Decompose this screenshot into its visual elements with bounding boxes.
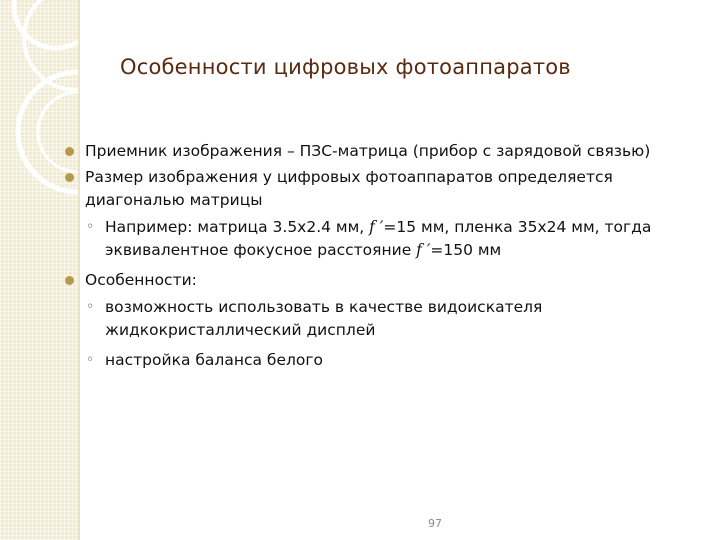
bullet-text: Особенности: [85,271,197,289]
bullet-text: Размер изображения у цифровых фотоаппаратов определяется диагональю матрицы [85,168,613,209]
example-text-2: =15 мм, пленка 35x24 мм, тогда эквивалентное фокусное расстояние [105,218,652,259]
feature-text: возможность использовать в качестве видоискателя жидкокристаллический дисплей [105,298,543,339]
page-number: 97 [428,517,442,530]
bullet-dot-icon [65,173,74,182]
feature-text: настройка баланса белого [105,351,324,369]
bullet-item-sensor [60,140,700,163]
sub-bullet-circle-icon: ◦ [86,219,95,235]
slide-content [60,140,700,379]
sub-item-viewfinder [60,296,700,342]
bullet-text: Приемник изображения – ПЗС-матрица (прибор с зарядовой связью) [85,142,651,160]
bullet-item-features [60,269,700,292]
bullet-dot-icon [65,147,74,156]
focal-length-symbol: f ′ [416,241,431,259]
bullet-dot-icon [65,276,74,285]
slide-title: Особенности цифровых фотоаппаратов [120,55,571,79]
focal-length-symbol: f ′ [369,218,384,236]
example-text-3: =150 мм [430,241,502,259]
bullet-item-image-size [60,166,700,212]
sub-item-example [60,216,700,262]
sub-item-white-balance [60,349,700,372]
sub-bullet-circle-icon: ◦ [86,299,95,315]
sub-bullet-circle-icon: ◦ [86,352,95,368]
example-text-1: Например: матрица 3.5x2.4 мм, [105,218,370,236]
